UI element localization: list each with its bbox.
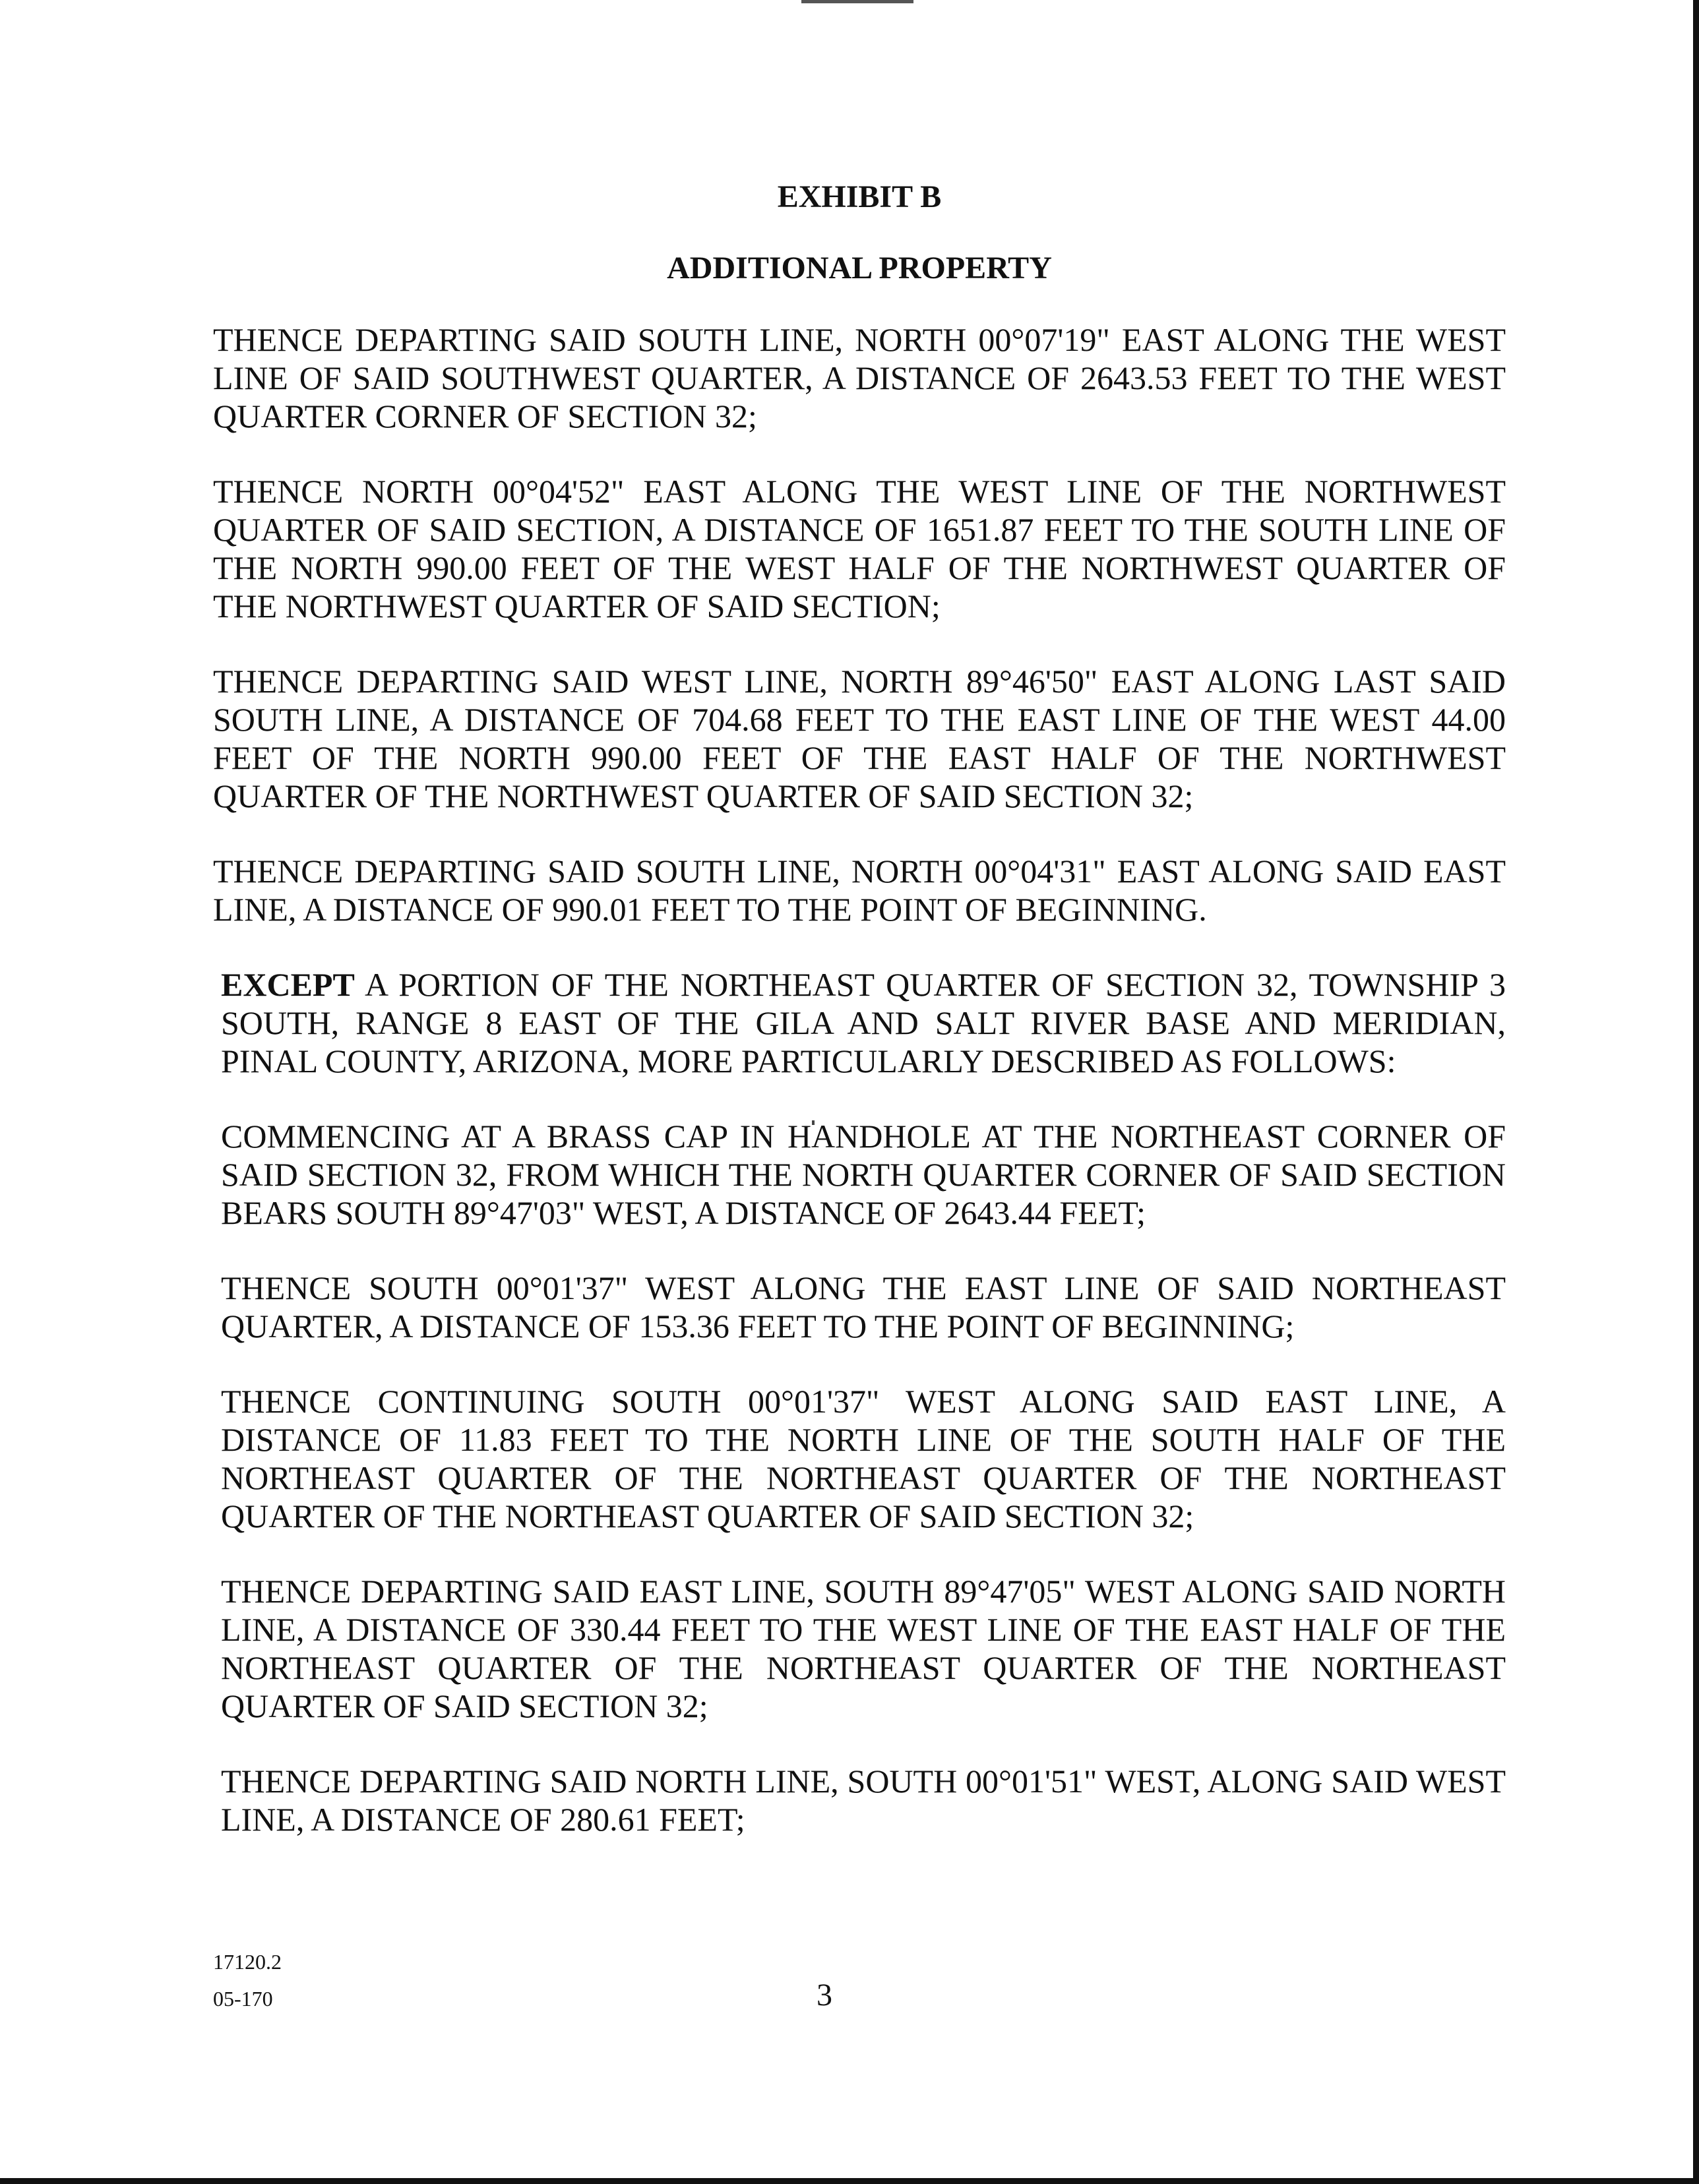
except-paragraph <box>221 965 1506 1080</box>
page-number: 3 <box>817 1978 832 2013</box>
exhibit-title: EXHIBIT B <box>777 179 942 214</box>
scan-border-bottom <box>0 2178 1699 2184</box>
legal-paragraph: THENCE DEPARTING SAID SOUTH LINE, NORTH 00°04'31" EAST ALONG SAID EAST LINE, A DISTANCE OF 990.01 FEET TO THE POINT OF BEGINNING. <box>213 853 1506 928</box>
section-title: ADDITIONAL PROPERTY <box>667 251 1052 286</box>
legal-paragraph: COMMENCING AT A BRASS CAP IN HANDHOLE AT THE NORTHEAST CORNER OF SAID SECTION 32, FROM WHICH THE NORTH QUARTER CORNER OF SAID SECTION BEARS SOUTH 89°47'03" WEST, A DISTANCE OF 2643.44 FEET; <box>221 1118 1506 1231</box>
legal-paragraph: THENCE DEPARTING SAID NORTH LINE, SOUTH 00°01'51" WEST, ALONG SAID WEST LINE, A DISTANCE OF 280.61 FEET; <box>221 1763 1506 1838</box>
except-text: A PORTION OF THE NORTHEAST QUARTER OF SECTION 32, TOWNSHIP 3 SOUTH, RANGE 8 EAST OF THE GILA AND SALT RIVER BASE AND MERIDIAN, PINAL COUNTY, ARIZONA, MORE PARTICULARLY DESCRIBED AS FOLLOWS: <box>221 966 1506 1079</box>
document-body <box>213 178 1506 1875</box>
legal-paragraph: THENCE DEPARTING SAID EAST LINE, SOUTH 89°47'05" WEST ALONG SAID NORTH LINE, A DISTANCE OF 330.44 FEET TO THE WEST LINE OF THE EAST HALF OF THE NORTHEAST QUARTER OF THE NORTHEAST QUARTER OF THE NORTHEAST QUARTER OF SAID SECTION 32; <box>221 1573 1506 1724</box>
legal-paragraph: THENCE DEPARTING SAID SOUTH LINE, NORTH 00°07'19" EAST ALONG THE WEST LINE OF SAID SOUTHWEST QUARTER, A DISTANCE OF 2643.53 FEET TO THE WEST QUARTER CORNER OF SECTION 32; <box>213 321 1506 435</box>
scan-border-right <box>1693 0 1699 2184</box>
legal-paragraph: THENCE DEPARTING SAID WEST LINE, NORTH 89°46'50" EAST ALONG LAST SAID SOUTH LINE, A DISTANCE OF 704.68 FEET TO THE EAST LINE OF THE WEST 44.00 FEET OF THE NORTH 990.00 FEET OF THE EAST HALF OF THE NORTHWEST QUARTER OF THE NORTHWEST QUARTER OF SAID SECTION 32; <box>213 663 1506 814</box>
legal-paragraph: THENCE SOUTH 00°01'37" WEST ALONG THE EAST LINE OF SAID NORTHEAST QUARTER, A DISTANCE OF 153.36 FEET TO THE POINT OF BEGINNING; <box>221 1269 1506 1345</box>
legal-paragraph: THENCE NORTH 00°04'52" EAST ALONG THE WEST LINE OF THE NORTHWEST QUARTER OF SAID SECTION, A DISTANCE OF 1651.87 FEET TO THE SOUTH LINE OF THE NORTH 990.00 FEET OF THE WEST HALF OF THE NORTHWEST QUARTER OF THE NORTHWEST QUARTER OF SAID SECTION; <box>213 473 1506 624</box>
document-code-secondary: 05-170 <box>213 1987 273 2011</box>
scan-mark <box>801 0 913 3</box>
except-keyword: EXCEPT <box>221 966 355 1003</box>
document-code: 17120.2 <box>213 1950 282 1974</box>
legal-paragraph: THENCE CONTINUING SOUTH 00°01'37" WEST ALONG SAID EAST LINE, A DISTANCE OF 11.83 FEET TO THE NORTH LINE OF THE SOUTH HALF OF THE NORTHEAST QUARTER OF THE NORTHEAST QUARTER OF THE NORTHEAST QUARTER OF THE NORTHEAST QUARTER OF SAID SECTION 32; <box>221 1383 1506 1534</box>
